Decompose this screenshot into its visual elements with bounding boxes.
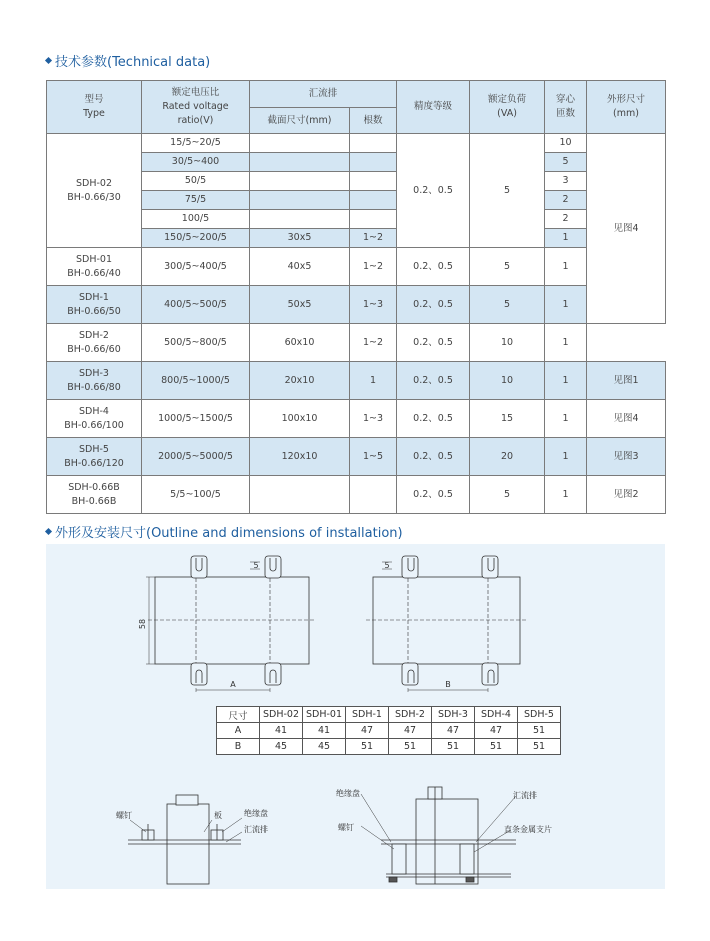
header-type: 型号 Type xyxy=(47,81,142,134)
header-rated-ratio: 额定电压比 Rated voltage ratio(V) xyxy=(142,81,250,134)
table-row xyxy=(217,707,561,723)
ratio-cell: 100/5 xyxy=(142,210,250,229)
section-cell xyxy=(250,134,350,153)
turns-cell: 2 xyxy=(545,191,587,210)
ratio-cell: 300/5~400/5 xyxy=(142,248,250,286)
dim-header-cell: SDH-4 xyxy=(475,707,518,723)
dim-cell: 41 xyxy=(303,723,346,739)
section-cell: 30x5 xyxy=(250,229,350,248)
table-row xyxy=(47,134,666,153)
dim-cell: 41 xyxy=(260,723,303,739)
count-cell xyxy=(350,134,397,153)
count-cell xyxy=(350,191,397,210)
dim-5-left-label: 5 xyxy=(253,561,259,570)
dim-header-cell: SDH-1 xyxy=(346,707,389,723)
outline-cell: 见图1 xyxy=(587,362,666,400)
turns-cell: 1 xyxy=(545,286,587,324)
outline-cell: 见图2 xyxy=(587,476,666,514)
dimension-table xyxy=(216,706,561,755)
ratio-cell: 5/5~100/5 xyxy=(142,476,250,514)
insulator-left-label: 绝缘盘 xyxy=(244,809,268,818)
turns-cell: 5 xyxy=(545,153,587,172)
ratio-cell: 15/5~20/5 xyxy=(142,134,250,153)
plate-label: 板 xyxy=(214,811,222,820)
ratio-cell: 2000/5~5000/5 xyxy=(142,438,250,476)
load-cell: 20 xyxy=(470,438,545,476)
table-row xyxy=(47,362,666,400)
dim-cell: B xyxy=(217,739,260,755)
count-cell: 1~2 xyxy=(350,324,397,362)
type-cell: SDH-02 BH-0.66/30 xyxy=(47,134,142,248)
accuracy-cell: 0.2、0.5 xyxy=(397,286,470,324)
count-cell: 1~5 xyxy=(350,438,397,476)
type-cell: SDH-5 BH-0.66/120 xyxy=(47,438,142,476)
dim-cell: 47 xyxy=(346,723,389,739)
dim-header-cell: SDH-01 xyxy=(303,707,346,723)
dim-cell: 51 xyxy=(346,739,389,755)
section-cell: 50x5 xyxy=(250,286,350,324)
technical-data-table xyxy=(46,80,666,514)
type-cell: SDH-01 BH-0.66/40 xyxy=(47,248,142,286)
dim-b-label: B xyxy=(445,680,451,689)
count-cell xyxy=(350,172,397,191)
ratio-cell: 75/5 xyxy=(142,191,250,210)
dim-cell: 47 xyxy=(432,723,475,739)
accuracy-cell: 0.2、0.5 xyxy=(397,134,470,248)
ratio-cell: 150/5~200/5 xyxy=(142,229,250,248)
dim-header-cell: SDH-2 xyxy=(389,707,432,723)
outline-cell: 见图3 xyxy=(587,438,666,476)
count-cell: 1~2 xyxy=(350,229,397,248)
dim-header-cell: SDH-3 xyxy=(432,707,475,723)
type-cell: SDH-2 BH-0.66/60 xyxy=(47,324,142,362)
outline-cell: 见图4 xyxy=(587,134,666,324)
dim-5-right-label: 5 xyxy=(384,561,390,570)
outline-figure-panel xyxy=(46,544,665,889)
section-cell: 100x10 xyxy=(250,400,350,438)
turns-cell: 1 xyxy=(545,248,587,286)
load-cell: 5 xyxy=(470,286,545,324)
ratio-cell: 30/5~400 xyxy=(142,153,250,172)
header-accuracy: 精度等级 xyxy=(397,81,470,134)
screw-left-label: 螺钉 xyxy=(116,811,132,820)
ratio-cell: 400/5~500/5 xyxy=(142,286,250,324)
right-mounting-diagram xyxy=(361,787,516,884)
load-cell: 10 xyxy=(470,324,545,362)
dim-header-cell: SDH-02 xyxy=(260,707,303,723)
type-cell: SDH-1 BH-0.66/50 xyxy=(47,286,142,324)
dim-cell: 47 xyxy=(389,723,432,739)
count-cell: 1~3 xyxy=(350,400,397,438)
screw-right-label: 螺钉 xyxy=(338,823,354,832)
ratio-cell: 1000/5~1500/5 xyxy=(142,400,250,438)
turns-cell: 1 xyxy=(545,438,587,476)
section-cell xyxy=(250,153,350,172)
busbar-right-label: 汇流排 xyxy=(513,791,537,800)
table-row xyxy=(47,324,666,362)
dim-cell: 45 xyxy=(303,739,346,755)
section-cell: 120x10 xyxy=(250,438,350,476)
count-cell: 1~3 xyxy=(350,286,397,324)
type-cell: SDH-0.66B BH-0.66B xyxy=(47,476,142,514)
table-row xyxy=(47,286,666,324)
ratio-cell: 50/5 xyxy=(142,172,250,191)
accuracy-cell: 0.2、0.5 xyxy=(397,324,470,362)
section-outline-title: 外形及安装尺寸(Outline and dimensions of installation) xyxy=(46,522,403,541)
count-cell xyxy=(350,210,397,229)
turns-cell: 1 xyxy=(545,400,587,438)
load-cell: 15 xyxy=(470,400,545,438)
left-mounting-diagram xyxy=(128,795,242,884)
dim-header-cell: SDH-5 xyxy=(518,707,561,723)
header-outline: 外形尺寸 (mm) xyxy=(587,81,666,134)
section-cell: 40x5 xyxy=(250,248,350,286)
insulator-right-label: 绝缘盘 xyxy=(336,789,360,798)
left-transformer-outline xyxy=(146,556,316,692)
accuracy-cell: 0.2、0.5 xyxy=(397,476,470,514)
turns-cell: 10 xyxy=(545,134,587,153)
dim-cell: 45 xyxy=(260,739,303,755)
dim-cell: 51 xyxy=(518,739,561,755)
header-section-size: 截面尺寸(mm) xyxy=(250,108,350,134)
outline-cell: 见图4 xyxy=(587,400,666,438)
accuracy-cell: 0.2、0.5 xyxy=(397,362,470,400)
section-cell: 20x10 xyxy=(250,362,350,400)
dim-cell: 47 xyxy=(475,723,518,739)
table-row xyxy=(217,739,561,755)
dim-cell: A xyxy=(217,723,260,739)
type-cell: SDH-3 BH-0.66/80 xyxy=(47,362,142,400)
load-cell: 10 xyxy=(470,362,545,400)
ratio-cell: 500/5~800/5 xyxy=(142,324,250,362)
turns-cell: 3 xyxy=(545,172,587,191)
diamond-bullet-icon xyxy=(45,57,52,64)
table-row xyxy=(217,723,561,739)
section-cell xyxy=(250,210,350,229)
turns-cell: 1 xyxy=(545,324,587,362)
section-cell xyxy=(250,172,350,191)
header-rated-load: 额定负荷 (VA) xyxy=(470,81,545,134)
type-cell: SDH-4 BH-0.66/100 xyxy=(47,400,142,438)
accuracy-cell: 0.2、0.5 xyxy=(397,438,470,476)
header-count: 根数 xyxy=(350,108,397,134)
count-cell: 1 xyxy=(350,362,397,400)
count-cell: 1~2 xyxy=(350,248,397,286)
table-row xyxy=(47,476,666,514)
count-cell xyxy=(350,476,397,514)
bracket-label: 直条金属支片 xyxy=(504,825,552,834)
turns-cell: 1 xyxy=(545,476,587,514)
dim-header-cell: 尺寸 xyxy=(217,707,260,723)
table-row xyxy=(47,400,666,438)
table-row xyxy=(47,438,666,476)
header-busbar: 汇流排 xyxy=(250,81,397,108)
header-turns: 穿心 匝数 xyxy=(545,81,587,134)
dim-cell: 51 xyxy=(389,739,432,755)
turns-cell: 2 xyxy=(545,210,587,229)
section-technical-data-title: 技术参数(Technical data) xyxy=(46,51,210,70)
ratio-cell: 800/5~1000/5 xyxy=(142,362,250,400)
turns-cell: 1 xyxy=(545,229,587,248)
turns-cell: 1 xyxy=(545,362,587,400)
busbar-left-label: 汇流排 xyxy=(244,825,268,834)
dim-a-label: A xyxy=(230,680,236,689)
load-cell: 5 xyxy=(470,134,545,248)
load-cell: 5 xyxy=(470,248,545,286)
dim-cell: 51 xyxy=(432,739,475,755)
accuracy-cell: 0.2、0.5 xyxy=(397,248,470,286)
section-cell xyxy=(250,476,350,514)
section-cell: 60x10 xyxy=(250,324,350,362)
load-cell: 5 xyxy=(470,476,545,514)
accuracy-cell: 0.2、0.5 xyxy=(397,400,470,438)
section-cell xyxy=(250,191,350,210)
dim-cell: 51 xyxy=(518,723,561,739)
dim-58-label: 58 xyxy=(138,618,147,630)
right-transformer-outline xyxy=(366,556,526,692)
dim-cell: 51 xyxy=(475,739,518,755)
count-cell xyxy=(350,153,397,172)
diamond-bullet-icon xyxy=(45,528,52,535)
table-row xyxy=(47,248,666,286)
